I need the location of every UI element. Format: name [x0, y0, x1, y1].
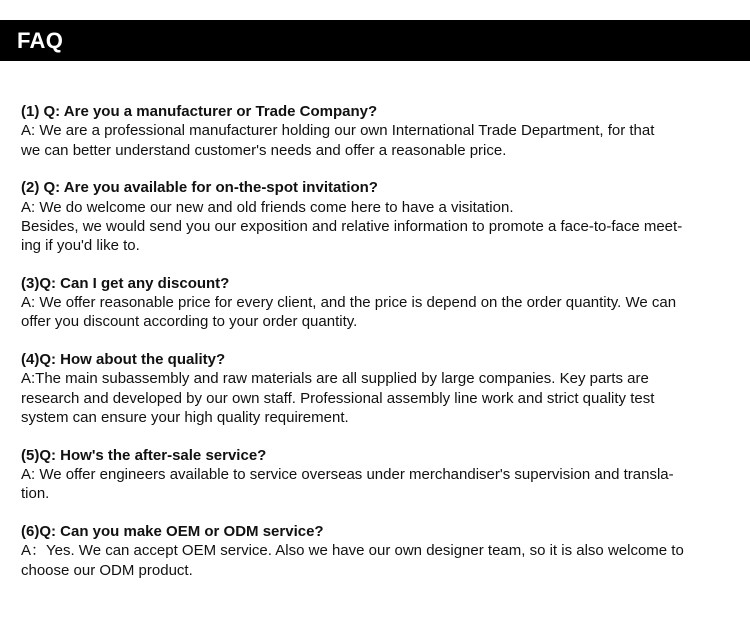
header-bar [0, 20, 750, 61]
faq-question-2: (2) Q: Are you available for on-the-spot invitation? [21, 179, 378, 197]
faq-question-6: (6)Q: Can you make OEM or ODM service? [21, 523, 324, 540]
faq-answer-4-line-1: A:The main subassembly and raw materials are all supplied by large companies. Key parts are [21, 370, 649, 388]
faq-answer-3-line-1: A: We offer reasonable price for every client, and the price is depend on the order quantity. We can [21, 294, 677, 312]
faq-item-6 [21, 522, 736, 580]
faq-list [21, 102, 736, 598]
faq-question-5: (5)Q: How's the after-sale service? [21, 446, 267, 464]
faq-answer-2-line-2: Besides, we would send you our exposition and relative information to promote a face-to-face meet- [21, 217, 683, 235]
page-title: FAQ [17, 28, 64, 53]
faq-answer-1-line-2: we can better understand customer's needs and offer a reasonable price. [21, 141, 507, 159]
faq-item-2 [21, 178, 736, 255]
faq-answer-6-line-2: choose our ODM product. [21, 561, 193, 579]
faq-answer-4-line-2: research and developed by our own staff. Professional assembly line work and strict quality test [21, 389, 655, 407]
faq-item-4 [21, 350, 736, 427]
faq-item-1 [21, 102, 736, 160]
faq-answer-5-line-1: A: We offer engineers available to service overseas under merchandiser's supervision and transla- [21, 466, 674, 484]
faq-answer-2-line-3: ing if you'd like to. [21, 237, 140, 255]
faq-question-4: (4)Q: How about the quality? [21, 351, 226, 369]
faq-item-5 [21, 446, 736, 504]
faq-answer-1-line-1: A: We are a professional manufacturer holding our own International Trade Department, for that [21, 122, 655, 140]
faq-item-3 [21, 274, 736, 332]
faq-answer-3-line-2: offer you discount according to your order quantity. [21, 313, 358, 331]
faq-answer-6-line-1: A：Yes. We can accept OEM service. Also we have our own designer team, so it is also welcome to [21, 542, 684, 560]
faq-question-1: (1) Q: Are you a manufacturer or Trade Company? [21, 103, 378, 120]
faq-answer-2-line-1: A: We do welcome our new and old friends come here to have a visitation. [21, 198, 514, 216]
faq-question-3: (3)Q: Can I get any discount? [21, 274, 230, 292]
faq-answer-5-line-2: tion. [21, 485, 50, 503]
faq-answer-4-line-3: system can ensure your high quality requirement. [21, 409, 349, 427]
